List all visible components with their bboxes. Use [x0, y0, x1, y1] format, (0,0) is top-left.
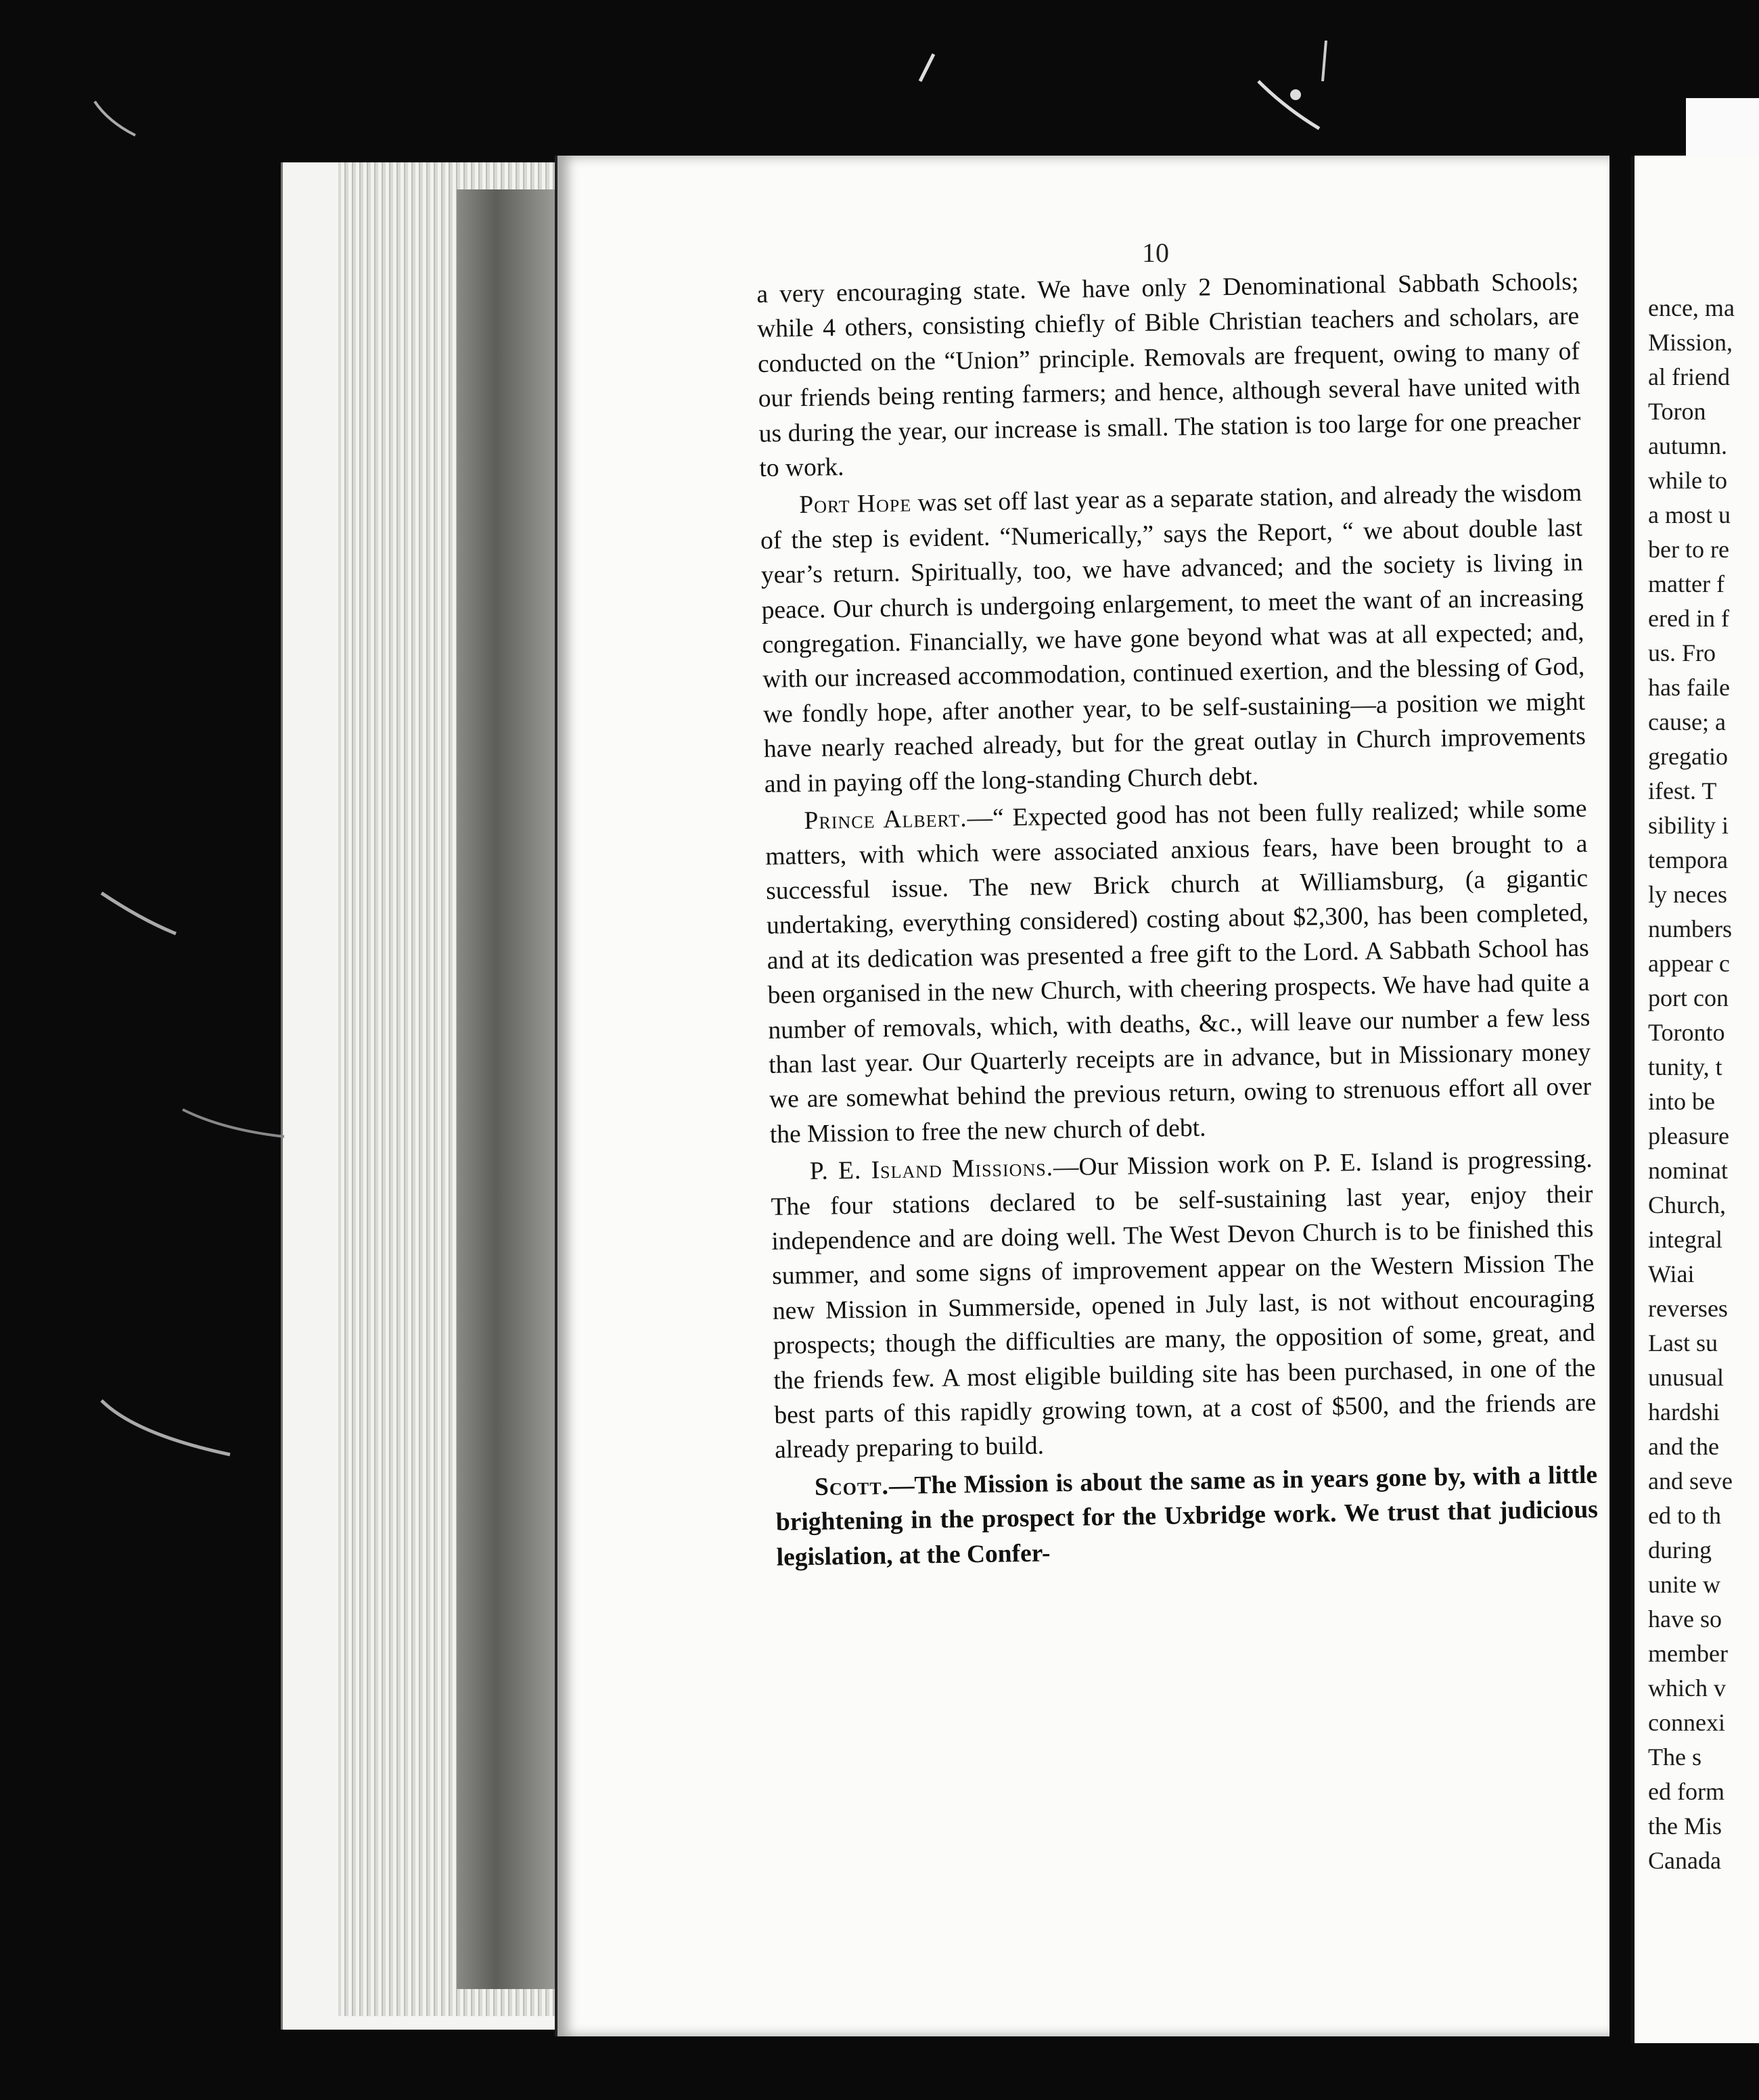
right-page-line: have so	[1648, 1605, 1722, 1633]
paragraph-text: a very encouraging state. We have only 2 Denominational Sabbath Schools; while 4 others, consisting chiefly of Bible Christian teachers and scholars, are conducted on the “Union” principle. Removals are frequent, owing to many of our friends being renting farmers; and hence, although several have united with us during the year, our increase is small. The station is too large for one preacher to work.	[756, 267, 1581, 482]
right-page-line: member	[1648, 1640, 1728, 1667]
right-page-line: numbers	[1648, 915, 1732, 942]
page-number: 10	[1142, 237, 1169, 268]
right-page-line: Toronto	[1648, 1019, 1725, 1046]
section-heading: P. E. Island Missions.	[809, 1154, 1054, 1186]
section-heading: Prince Albert.	[804, 804, 967, 836]
paragraph-port-hope	[760, 476, 1586, 802]
right-page-line: matter f	[1648, 570, 1724, 597]
right-page-line: port con	[1648, 984, 1729, 1011]
right-page-line: tempora	[1648, 846, 1728, 873]
right-page-line: cause; a	[1648, 708, 1726, 735]
right-page-line: Mission,	[1648, 329, 1733, 356]
right-page-line: Church,	[1648, 1191, 1726, 1218]
right-page-line: hardshi	[1648, 1398, 1720, 1425]
right-page-line: nominat	[1648, 1157, 1728, 1184]
right-page-line: unusual	[1648, 1364, 1724, 1391]
right-page-line: ed form	[1648, 1778, 1724, 1805]
right-page-line: us. Fro	[1648, 639, 1716, 666]
right-page-line: and seve	[1648, 1467, 1733, 1494]
paragraph-text: —Our Mission work on P. E. Island is progressing. The four stations declared to be self-sustaining last year, enjoy their independence and are doing well. The West Devon Church is to be finished this summer, and some signs of improvement appear on the Western Mission The new Mission in Summerside, opened in July last, is not without encouraging prospects; though the difficulties are many, the opposition of some, great, and the friends few. A most eligible building site has been purchased, in one of the best parts of this rapidly growing town, at a cost of $500, and the friends are already preparing to build.	[771, 1145, 1597, 1465]
right-page-line: Canada	[1648, 1847, 1721, 1874]
paragraph-text: was set off last year as a separate station, and already the wisdom of the step is evident. “Numerically,” says the Report, “ we about double last year’s return. Spiritually, too, we have advanced; and the society is living in peace. Our church is undergoing enlargement, to meet the want of an increasing congregation. Financially, we have gone beyond what was at all expected; and, with our increased accommodation, continued exertion, and the blessing of God, we fondly hope, after another year, to be self-sustaining—a position we might have nearly reached already, but for the great outlay in Church improvements and in paying off the long-standing Church debt.	[760, 479, 1586, 798]
right-page-line: reverses	[1648, 1295, 1728, 1322]
right-page-line: Last su	[1648, 1329, 1718, 1356]
paragraph-scott	[775, 1458, 1599, 1575]
right-page-line: connexi	[1648, 1709, 1725, 1736]
section-heading: Scott.	[814, 1471, 890, 1501]
right-page-line: The s	[1648, 1743, 1701, 1771]
right-page-line: appear c	[1648, 950, 1730, 977]
paragraph-intro	[756, 265, 1582, 486]
right-page-line: the Mis	[1648, 1812, 1722, 1840]
right-page-line: during	[1648, 1536, 1712, 1563]
section-heading: Port Hope	[798, 489, 912, 520]
page-body-text	[756, 265, 1599, 1578]
right-page-line: pleasure	[1648, 1122, 1729, 1149]
right-page-line: sibility i	[1648, 812, 1729, 839]
right-page-line: autumn.	[1648, 432, 1727, 459]
right-page-line: while to	[1648, 467, 1727, 494]
right-page-line: integral	[1648, 1226, 1722, 1253]
right-page-line: ered in f	[1648, 605, 1729, 632]
right-page-line: which v	[1648, 1674, 1726, 1702]
right-page-line: al friend	[1648, 363, 1730, 390]
right-page-line: gregatio	[1648, 743, 1728, 770]
right-page-line: ly neces	[1648, 881, 1727, 908]
right-page-line: and the	[1648, 1433, 1719, 1460]
right-page-line: Wiai	[1648, 1260, 1695, 1287]
right-page-line: ed to th	[1648, 1502, 1721, 1529]
right-page-line: unite w	[1648, 1571, 1720, 1598]
right-page-line: has faile	[1648, 674, 1730, 701]
right-page-line: Toron	[1648, 398, 1706, 425]
right-page-line: ence, ma	[1648, 294, 1735, 321]
right-page-text	[1648, 291, 1759, 1878]
right-page-line: ber to re	[1648, 536, 1729, 563]
right-page-line: into be	[1648, 1088, 1715, 1115]
right-page-fragment	[1630, 156, 1759, 2043]
paragraph-text: —“ Expected good has not been fully realized; while some matters, with which were associated anxious fears, have been brought to a successful issue. The new Brick church at Williamsburg, (a gigantic undertaking, everything considered) costing about $2,300, has been completed, and at its dedication was presented a free gift to the Lord. A Sabbath School has been organised in the new Church, with cheering prospects. We have had quite a number of removals, which, with deaths, &c., will leave our number a few less than last year. Our Quarterly receipts are in advance, but in Missionary money we are somewhat behind the previous return, owing to strenuous effort all over the Mission to free the new church of debt.	[765, 794, 1592, 1149]
right-page-line: tunity, t	[1648, 1053, 1722, 1080]
right-page-line: a most u	[1648, 501, 1731, 528]
paragraph-pe-island	[770, 1142, 1597, 1468]
right-page-line: ifest. T	[1648, 777, 1717, 804]
paragraph-prince-albert	[764, 792, 1592, 1152]
paragraph-text: —The Mission is about the same as in years gone by, with a little brightening in the prospect for the Uxbridge work. We trust that judicious legislation, at the Confer-	[775, 1461, 1599, 1572]
